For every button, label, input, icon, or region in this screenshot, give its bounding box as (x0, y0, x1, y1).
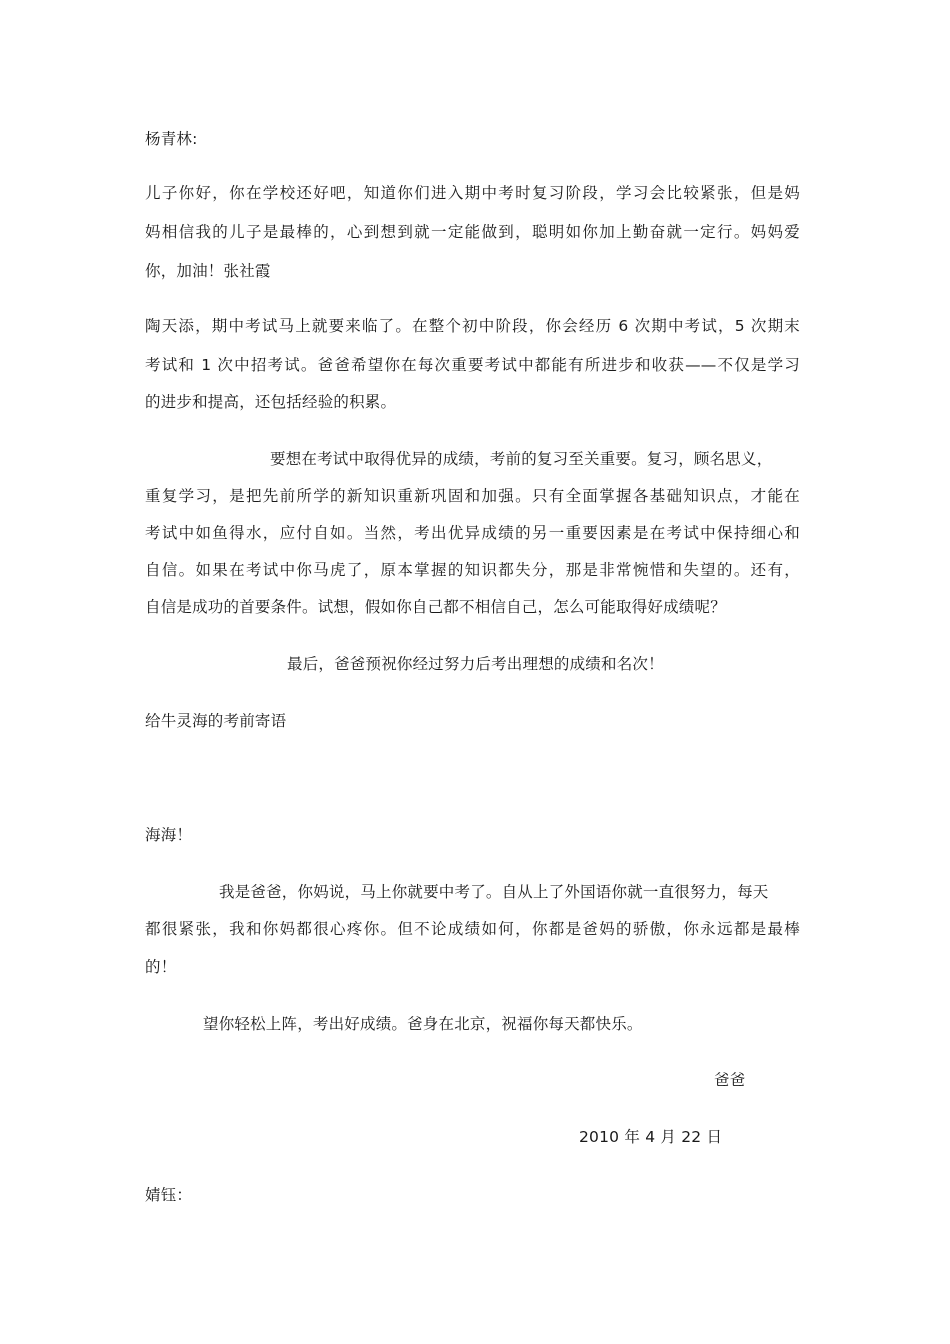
letter2-line-3: 的进步和提高，还包括经验的积累。 (145, 393, 397, 411)
letter3-para1-line-3: 的！ (145, 958, 177, 976)
letter2-para2-line-4: 自信。如果在考试中你马虎了，原本掌握的知识都失分，那是非常惋惜和失望的。还有， (145, 561, 800, 579)
letter3-para2: 望你轻松上阵，考出好成绩。爸身在北京，祝福你每天都快乐。 (203, 1015, 643, 1033)
letter3-signature: 爸爸 (714, 1071, 746, 1089)
letter1-line-3: 你，加油！张社霞 (145, 262, 271, 280)
letter3-para1-line-2: 都很紧张，我和你妈都很心疼你。但不论成绩如何，你都是爸妈的骄傲，你永远都是最棒 (145, 920, 800, 938)
letter2-line-1: 陶天添，期中考试马上就要来临了。在整个初中阶段，你会经历 6 次期中考试，5 次期末 (145, 317, 800, 335)
letter1-line-2: 妈相信我的儿子是最棒的，心到想到就一定能做到，聪明如你加上勤奋就一定行。妈妈爱 (145, 223, 800, 241)
letter2-para2-line-5: 自信是成功的首要条件。试想，假如你自己都不相信自己，怎么可能取得好成绩呢？ (145, 598, 726, 616)
letter4-greeting: 婧钰： (145, 1186, 193, 1204)
letter1-greeting: 杨青林: (145, 130, 198, 148)
letter3-title: 给牛灵海的考前寄语 (145, 712, 287, 730)
letter2-para2-line-3: 考试中如鱼得水，应付自如。当然，考出优异成绩的另一重要因素是在考试中保持细心和 (145, 524, 800, 542)
letter2-line-2: 考试和 1 次中招考试。爸爸希望你在每次重要考试中都能有所进步和收获——不仅是学习 (145, 356, 800, 374)
letter3-date: 2010 年 4 月 22 日 (579, 1128, 723, 1146)
letter2-para2-line-1: 要想在考试中取得优异的成绩，考前的复习至关重要。复习，顾名思义， (270, 450, 773, 468)
letter3-para1-line-1: 我是爸爸，你妈说，马上你就要中考了。自从上了外国语你就一直很努力，每天 (219, 883, 769, 901)
letter2-para2-line-2: 重复学习，是把先前所学的新知识重新巩固和加强。只有全面掌握各基础知识点，才能在 (145, 487, 800, 505)
letter3-greeting: 海海！ (145, 826, 193, 844)
letter2-closing: 最后，爸爸预祝你经过努力后考出理想的成绩和名次！ (287, 655, 664, 673)
letter1-line-1: 儿子你好，你在学校还好吧，知道你们进入期中考时复习阶段，学习会比较紧张，但是妈 (145, 184, 800, 202)
